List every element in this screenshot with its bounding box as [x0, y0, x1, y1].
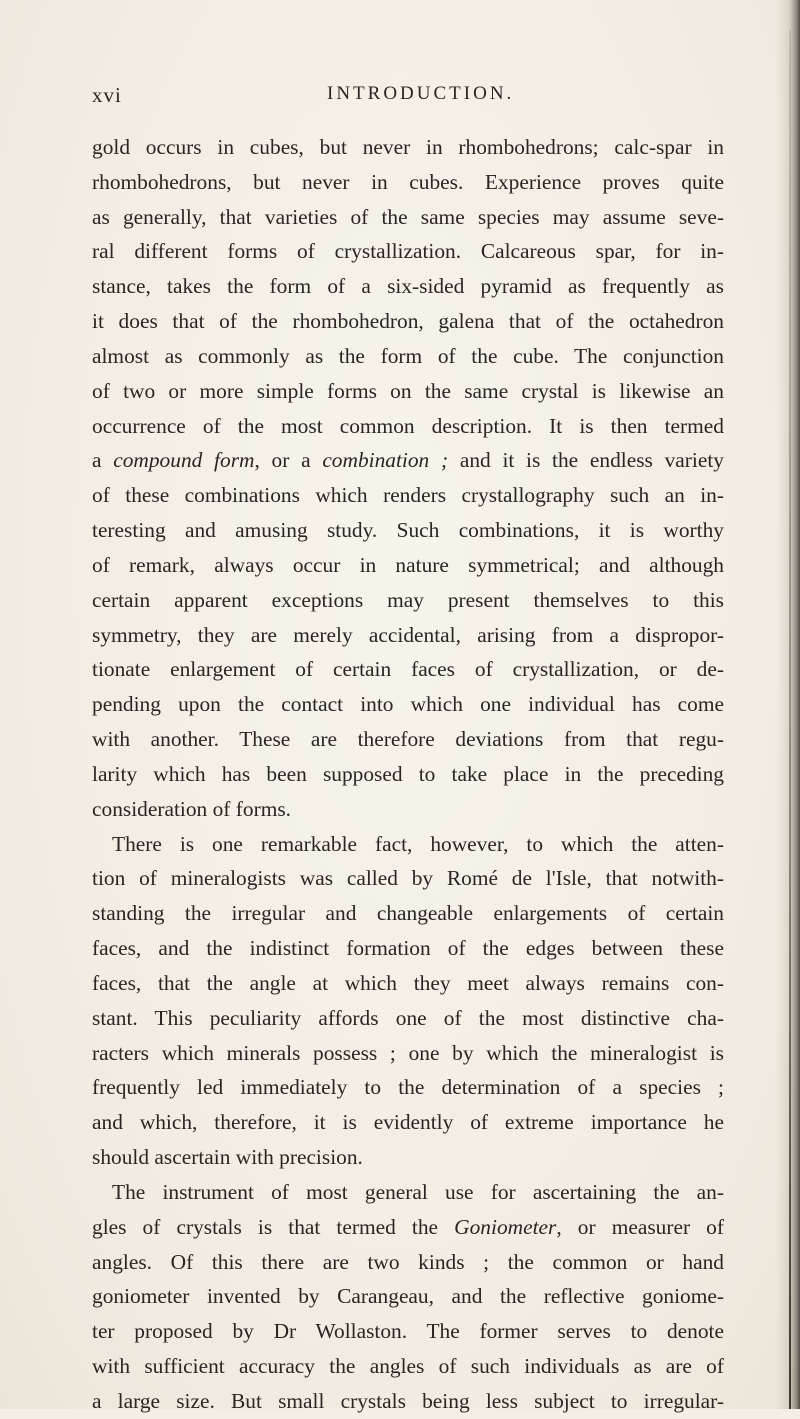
running-title: INTRODUCTION. — [327, 83, 515, 104]
text-segment: The instrument of most general use for ascertaining the an- — [112, 1179, 724, 1204]
text-segment: standing the irregular and changeable enlargements of certain — [92, 901, 724, 926]
text-line — [92, 1140, 724, 1175]
text-line — [92, 931, 724, 966]
text-line — [92, 827, 724, 862]
page-number: xvi — [92, 83, 122, 107]
text-line — [92, 583, 724, 618]
text-line — [92, 478, 724, 513]
text-segment: stance, takes the form of a six-sided pyramid as frequently as — [92, 274, 724, 299]
text-segment: with another. These are therefore deviations from that regu- — [92, 727, 724, 752]
text-line — [92, 1036, 724, 1071]
text-line — [92, 130, 724, 165]
text-line — [92, 792, 724, 827]
text-line — [92, 513, 724, 548]
text-segment: tionate enlargement of certain faces of crystallization, or de- — [92, 657, 724, 682]
text-line — [92, 1245, 724, 1280]
text-segment: consideration of forms. — [92, 796, 292, 821]
text-line — [92, 548, 724, 583]
text-line — [92, 652, 724, 687]
binding-edge — [789, 30, 791, 1409]
text-line — [92, 165, 724, 200]
text-line — [92, 722, 724, 757]
text-segment: , or measurer of — [556, 1214, 724, 1239]
body-text — [92, 130, 724, 1419]
text-line — [92, 1349, 724, 1384]
text-segment: certain apparent exceptions may present themselves to this — [92, 587, 724, 612]
text-segment: almost as commonly as the form of the cube. The conjunction — [92, 343, 724, 368]
text-segment: symmetry, they are merely accidental, arising from a dispropor- — [92, 622, 724, 647]
text-line — [92, 1314, 724, 1349]
text-line — [92, 200, 724, 235]
text-line — [92, 443, 724, 478]
text-line — [92, 618, 724, 653]
italic-term: Goniometer — [454, 1214, 557, 1239]
page-edge-shadow — [776, 0, 800, 1409]
text-line — [92, 269, 724, 304]
text-segment: of remark, always occur in nature symmetrical; and although — [92, 552, 724, 577]
text-line — [92, 1001, 724, 1036]
text-segment: and it is the endless variety — [448, 448, 724, 473]
text-segment: , or a — [254, 448, 323, 473]
text-segment: and which, therefore, it is evidently of extreme importance he — [92, 1110, 724, 1135]
text-segment: There is one remarkable fact, however, to which the atten- — [112, 831, 724, 856]
text-line — [92, 1105, 724, 1140]
text-segment: racters which minerals possess ; one by which the mineralogist is — [92, 1040, 724, 1065]
text-segment: tion of mineralogists was called by Romé de l'Isle, that notwith- — [92, 866, 724, 891]
text-line — [92, 339, 724, 374]
text-segment: stant. This peculiarity affords one of the most distinctive cha- — [92, 1005, 724, 1030]
text-line — [92, 234, 724, 269]
text-segment: occurrence of the most common description. It is then termed — [92, 413, 724, 438]
text-segment: as generally, that varieties of the same species may assume seve- — [92, 204, 724, 229]
text-segment: with sufficient accuracy the angles of such individuals as are of — [92, 1353, 724, 1378]
text-segment: ral different forms of crystallization. Calcareous spar, for in- — [92, 239, 724, 264]
text-line — [92, 757, 724, 792]
text-segment: a — [92, 448, 114, 473]
text-line — [92, 1279, 724, 1314]
text-segment: rhombohedrons, but never in cubes. Experience proves quite — [92, 169, 724, 194]
text-segment: goniometer invented by Carangeau, and the reflective goniome- — [92, 1284, 724, 1309]
text-segment: larity which has been supposed to take place in the preceding — [92, 761, 724, 786]
text-segment: of these combinations which renders crystallography such an in- — [92, 483, 724, 508]
text-segment: of two or more simple forms on the same crystal is likewise an — [92, 378, 724, 403]
text-line — [92, 1175, 724, 1210]
text-line — [92, 374, 724, 409]
text-line — [92, 1384, 724, 1419]
text-line — [92, 861, 724, 896]
text-segment: should ascertain with precision. — [92, 1145, 363, 1170]
page-header — [92, 83, 720, 109]
text-line — [92, 687, 724, 722]
text-segment: faces, that the angle at which they meet always remains con- — [92, 970, 724, 995]
text-segment: teresting and amusing study. Such combinations, it is worthy — [92, 518, 724, 543]
text-line — [92, 896, 724, 931]
text-line — [92, 409, 724, 444]
text-segment: pending upon the contact into which one individual has come — [92, 692, 724, 717]
text-segment: a large size. But small crystals being less subject to irregular- — [92, 1388, 724, 1413]
text-line — [92, 966, 724, 1001]
text-segment: gold occurs in cubes, but never in rhombohedrons; calc-spar in — [92, 135, 724, 159]
text-segment: angles. Of this there are two kinds ; the common or hand — [92, 1249, 724, 1274]
text-segment: it does that of the rhombohedron, galena that of the octahedron — [92, 309, 724, 334]
text-segment: frequently led immediately to the determination of a species ; — [92, 1075, 724, 1100]
text-segment: ter proposed by Dr Wollaston. The former serves to denote — [92, 1319, 724, 1344]
text-line — [92, 1070, 724, 1105]
italic-term: compound form — [113, 448, 255, 473]
text-line — [92, 304, 724, 339]
text-segment: faces, and the indistinct formation of the edges between these — [92, 936, 724, 961]
italic-term: combination ; — [322, 448, 449, 473]
text-segment: gles of crystals is that termed the — [92, 1214, 455, 1239]
text-line — [92, 1210, 724, 1245]
